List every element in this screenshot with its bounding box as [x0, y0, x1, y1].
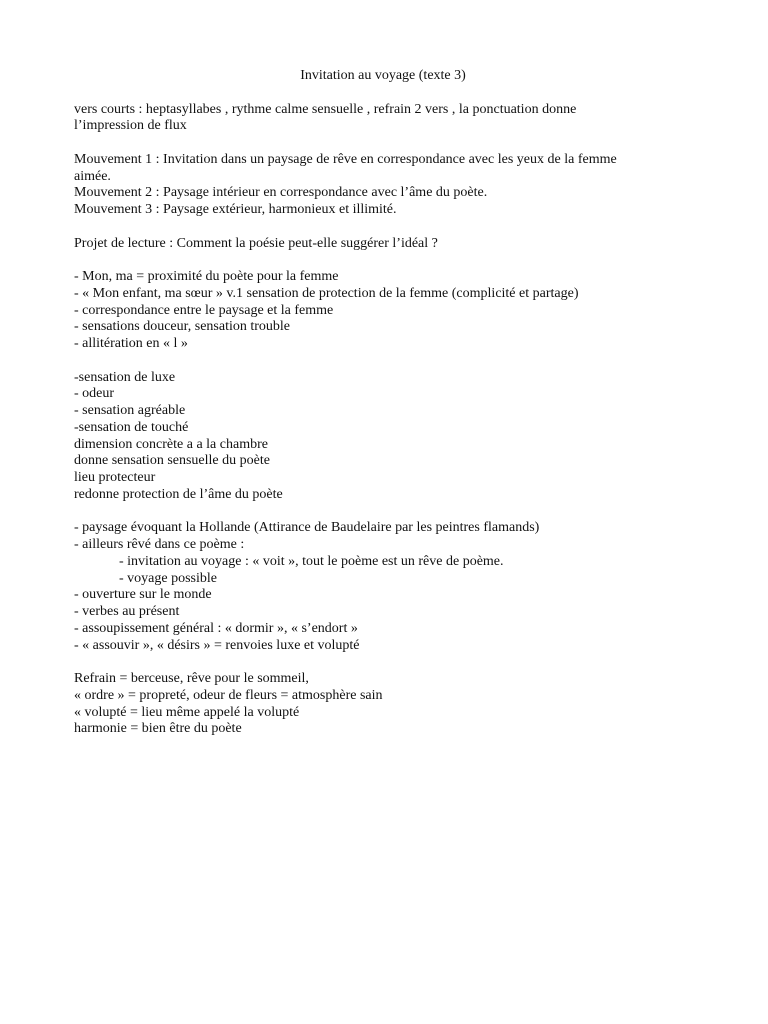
spacer — [74, 353, 704, 370]
spacer — [74, 85, 704, 102]
section3-subitem: - voyage possible — [119, 570, 217, 586]
spacer — [74, 504, 704, 521]
section1-line: - « Mon enfant, ma sœur » v.1 sensation de protection de la femme (complicité et partage) — [74, 285, 579, 301]
intro-line: l’impression de flux — [74, 118, 187, 134]
spacer — [74, 654, 704, 671]
section3-line: - paysage évoquant la Hollande (Attirance de Baudelaire par les peintres flamands) — [74, 520, 540, 536]
section2-line: - sensation agréable — [74, 403, 186, 418]
section4-line: harmonie = bien être du poète — [74, 721, 242, 737]
section3-line: - ailleurs rêvé dans ce poème : — [74, 537, 245, 552]
section3-line: - assoupissement général : « dormir », « s’endort » — [74, 620, 358, 636]
section2-line: dimension concrète a a la chambre — [74, 436, 268, 452]
section4-line: « ordre » = propreté, odeur de fleurs = atmosphère sain — [74, 687, 383, 703]
section2-line: redonne protection de l’âme du poète — [74, 486, 283, 502]
spacer — [74, 252, 704, 269]
projet-de-lecture: Projet de lecture : Comment la poésie peut-elle suggérer l’idéal ? — [74, 235, 438, 251]
section1-line: - correspondance entre le paysage et la femme — [74, 302, 334, 318]
section3-line: - « assouvir », « désirs » = renvoies luxe et volupté — [74, 637, 360, 653]
section4-line: Refrain = berceuse, rêve pour le sommeil, — [74, 671, 309, 686]
section2-line: donne sensation sensuelle du poète — [74, 453, 270, 469]
mouvement-line: Mouvement 2 : Paysage intérieur en correspondance avec l’âme du poète. — [74, 185, 488, 201]
mouvement-line: aimée. — [74, 168, 111, 184]
section2-line: -sensation de touché — [74, 419, 189, 435]
mouvement-line: Mouvement 3 : Paysage extérieur, harmonieux et illimité. — [74, 202, 397, 217]
document-title: Invitation au voyage (texte 3) — [300, 68, 466, 83]
section1-line: - Mon, ma = proximité du poète pour la femme — [74, 269, 339, 284]
spacer — [74, 219, 704, 236]
section1-line: - allitération en « l » — [74, 336, 188, 351]
section2-line: lieu protecteur — [74, 470, 156, 485]
section2-line: -sensation de luxe — [74, 369, 176, 385]
section3-line: - ouverture sur le monde — [74, 587, 212, 603]
section1-line: - sensations douceur, sensation trouble — [74, 319, 291, 335]
intro-line: vers courts : heptasyllabes , rythme calme sensuelle , refrain 2 vers , la ponctuation donne — [74, 101, 577, 117]
mouvement-line: Mouvement 1 : Invitation dans un paysage de rêve en correspondance avec les yeux de la femme — [74, 151, 617, 167]
section4-line: « volupté = lieu même appelé la volupté — [74, 704, 300, 720]
section2-line: - odeur — [74, 386, 115, 402]
document-body — [74, 68, 704, 738]
section3-subitem: - invitation au voyage : « voit », tout le poème est un rêve de poème. — [119, 553, 504, 569]
spacer — [74, 135, 704, 152]
section3-line: - verbes au présent — [74, 604, 180, 619]
